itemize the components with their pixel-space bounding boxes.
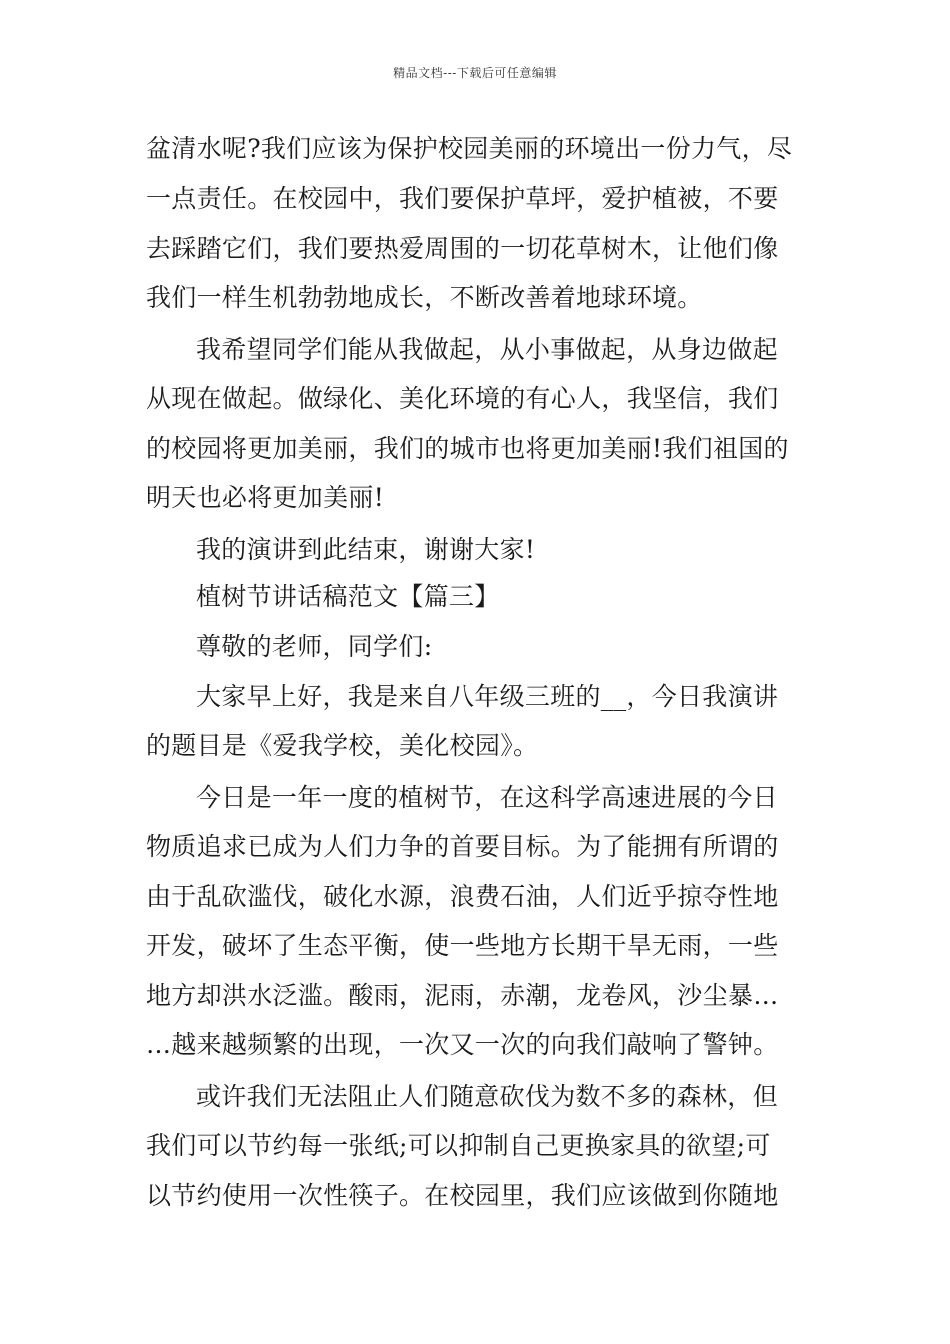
paragraph-line: 盆清水呢?我们应该为保护校园美丽的环境出一份力气，尽 [146, 134, 793, 163]
paragraph-line: 地方却洪水泛滥。酸雨，泥雨，赤潮，龙卷风，沙尘暴… [146, 981, 779, 1010]
paragraph-line: …越来越频繁的出现，一次又一次的向我们敲响了警钟。 [146, 1030, 779, 1059]
paragraph-line: 由于乱砍滥伐，破化水源，浪费石油，人们近乎掠夺性地 [146, 882, 779, 911]
paragraph-line: 物质追求已成为人们力争的首要目标。为了能拥有所谓的 [146, 832, 779, 861]
paragraph-line: 明天也必将更加美丽! [146, 483, 385, 512]
paragraph-line: 或许我们无法阻止人们随意砍伐为数不多的森林，但 [196, 1082, 778, 1111]
paragraph-line: 开发，破坏了生态平衡，使一些地方长期干旱无雨，一些 [146, 931, 779, 960]
paragraph-line: 的校园将更加美丽，我们的城市也将更加美丽!我们祖国的 [146, 434, 789, 463]
section-title: 植树节讲话稿范文【篇三】 [196, 582, 500, 611]
paragraph-line: 的题目是《爱我学校，美化校园》。 [146, 731, 539, 760]
paragraph-line: 一点责任。在校园中，我们要保护草坪，爱护植被，不要 [146, 184, 779, 213]
paragraph-line: 大家早上好，我是来自八年级三班的__，今日我演讲 [196, 682, 779, 711]
paragraph-line: 以节约使用一次性筷子。在校园里，我们应该做到你随地 [146, 1181, 779, 1210]
page-header: 精品文档---下载后可任意编辑 [393, 66, 557, 80]
paragraph-line: 去踩踏它们，我们要热爱周围的一切花草树木，让他们像 [146, 234, 779, 263]
paragraph-line: 我们一样生机勃勃地成长，不断改善着地球环境。 [146, 283, 703, 312]
closing-line: 我的演讲到此结束，谢谢大家! [196, 535, 536, 564]
paragraph-line: 从现在做起。做绿化、美化环境的有心人，我坚信，我们 [146, 384, 779, 413]
salutation-line: 尊敬的老师，同学们: [196, 632, 433, 661]
paragraph-line: 我希望同学们能从我做起，从小事做起，从身边做起 [196, 335, 778, 364]
paragraph-line: 我们可以节约每一张纸;可以抑制自己更换家具的欲望;可 [146, 1131, 771, 1160]
paragraph-line: 今日是一年一度的植树节，在这科学高速进展的今日 [196, 783, 778, 812]
